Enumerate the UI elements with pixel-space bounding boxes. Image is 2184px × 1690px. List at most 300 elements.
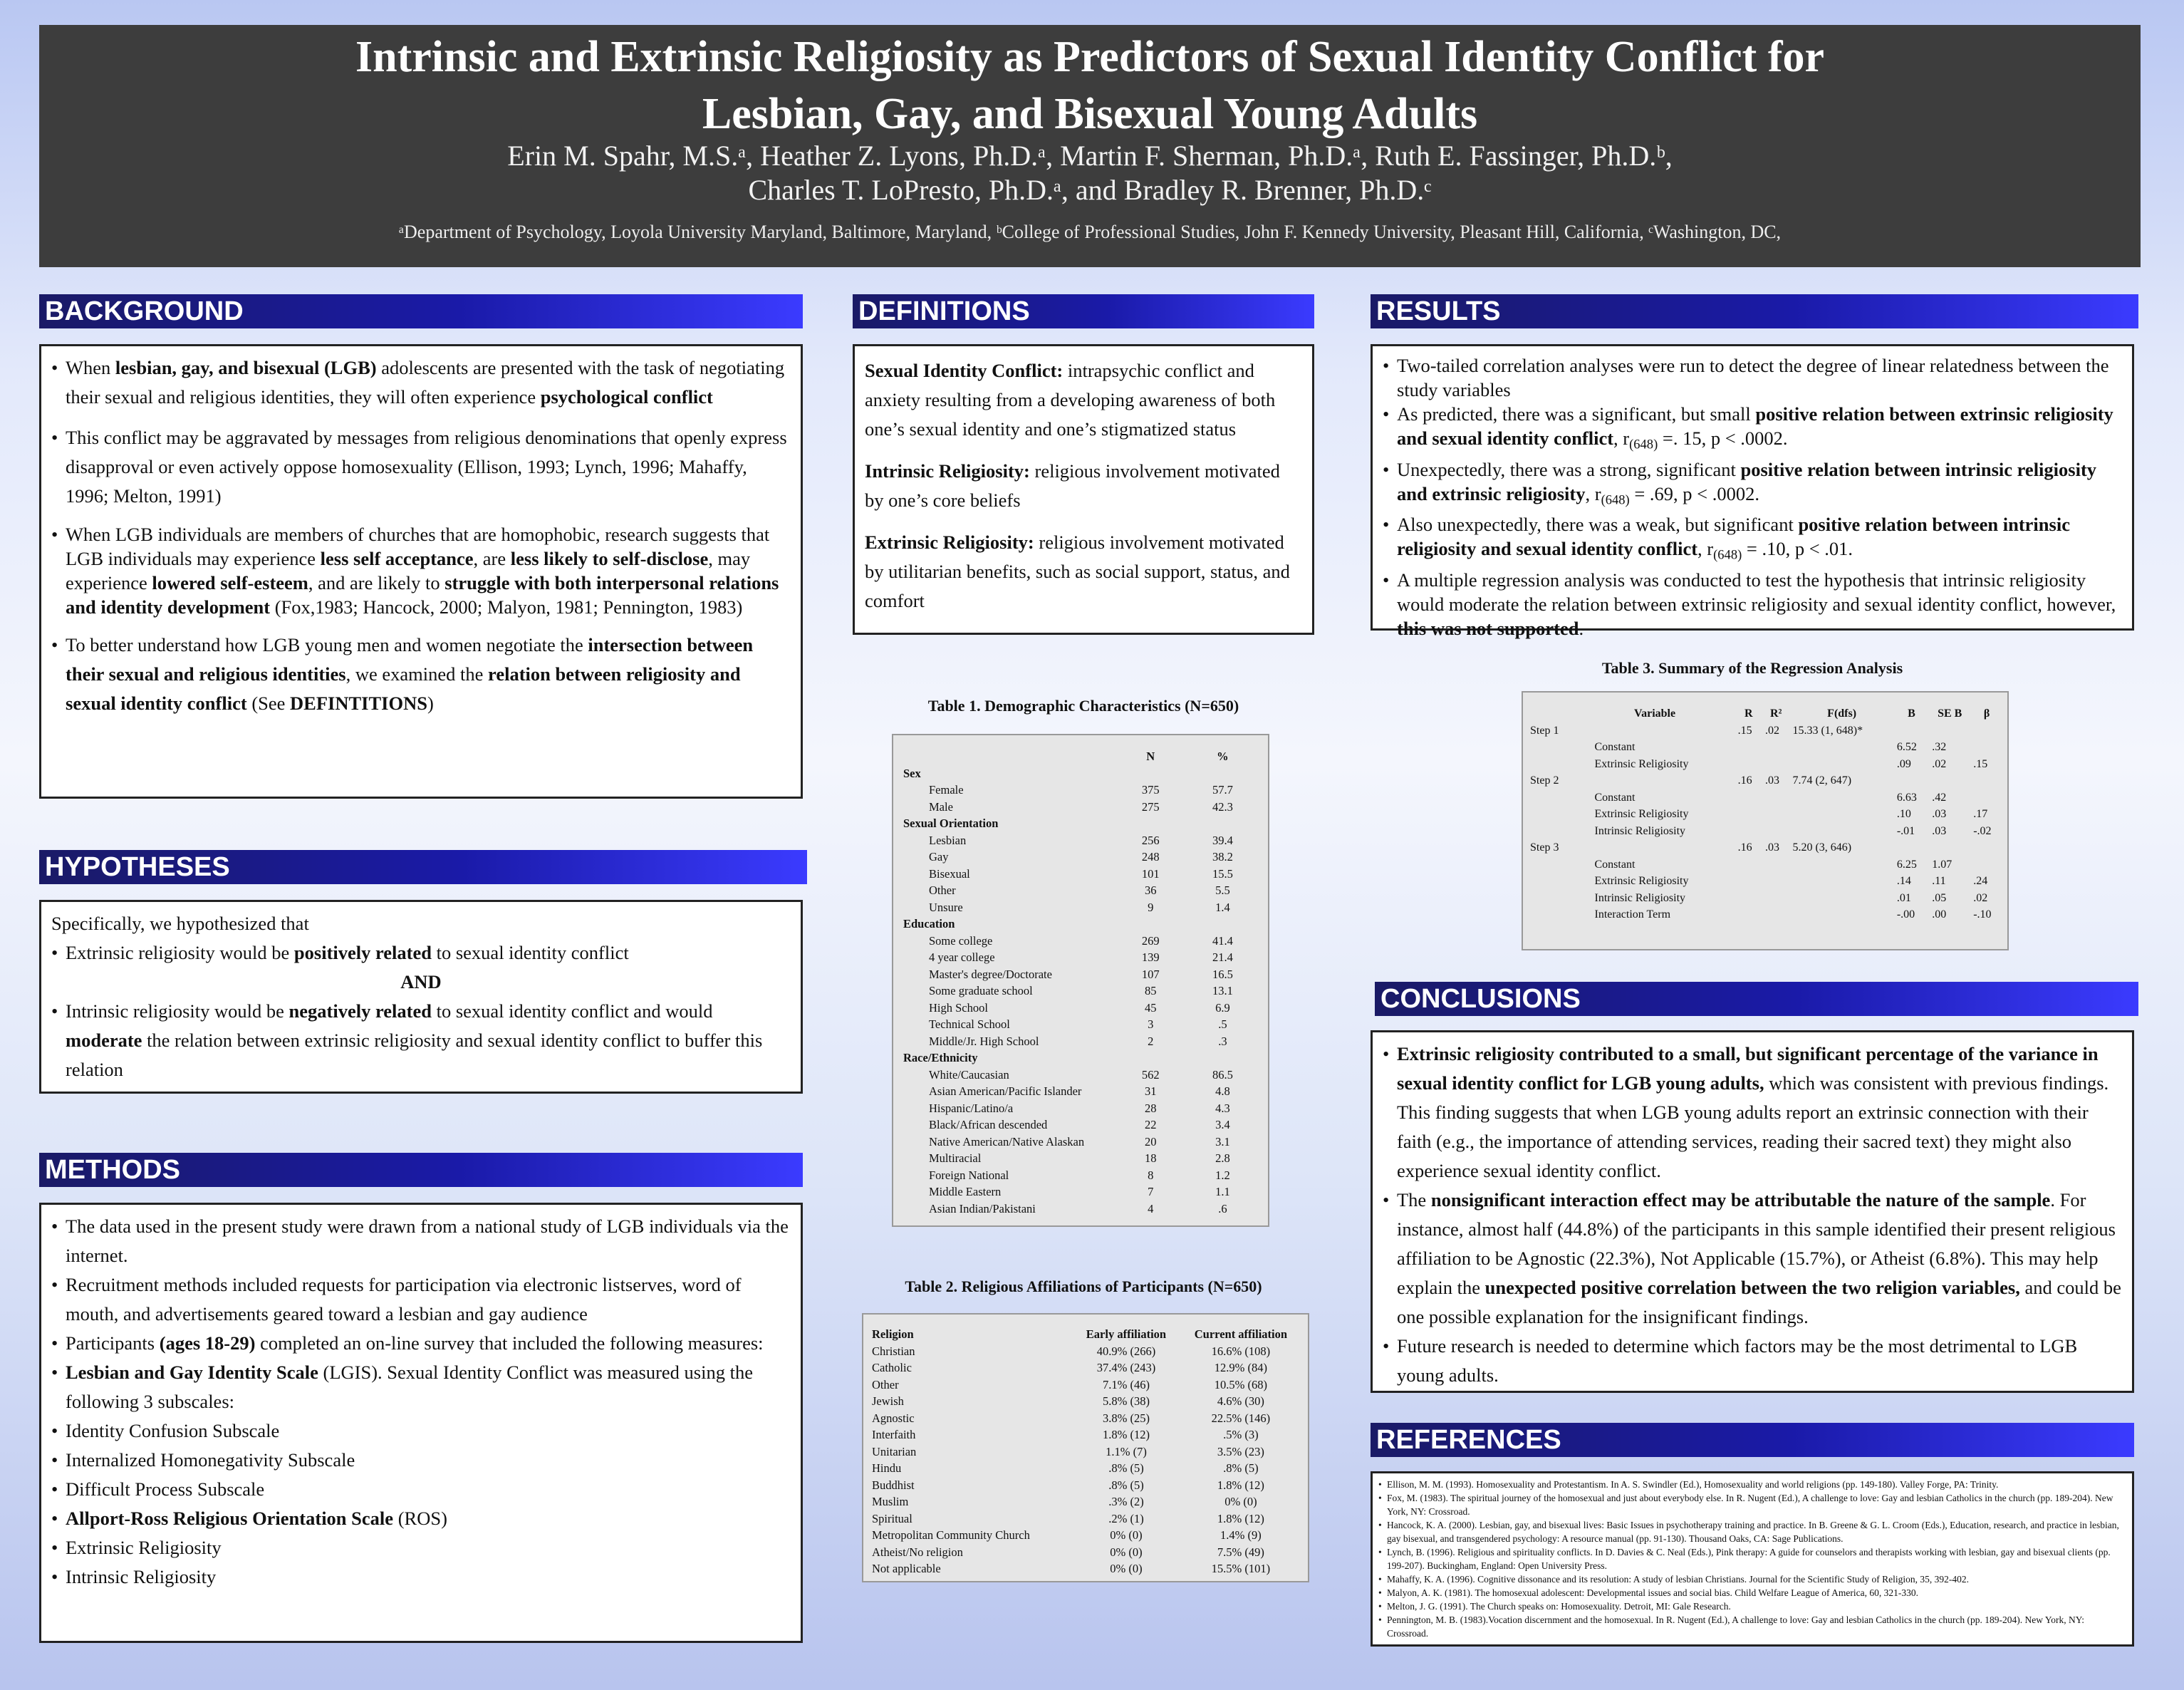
lgis-subscale: • Identity Confusion Subscale	[51, 1416, 791, 1446]
table3-cell	[1762, 789, 1789, 807]
definitions-header: DEFINITIONS	[853, 294, 1314, 328]
table2-cell: .2% (1)	[1108, 1511, 1144, 1525]
table3-cell: Intrinsic Religiosity	[1594, 891, 1686, 904]
table3-row	[1527, 873, 2003, 890]
table3-cell	[1762, 856, 1789, 873]
table1-cell: Master's degree/Doctorate	[929, 967, 1052, 981]
table3-cell: .16	[1737, 841, 1752, 854]
poster-title-line-2: Lesbian, Gay, and Bisexual Young Adults	[702, 90, 1478, 138]
table3-cell: .02	[1973, 891, 1988, 904]
table2-row	[869, 1544, 1302, 1561]
table1-row	[900, 1167, 1261, 1184]
table1-row	[900, 933, 1261, 950]
table3-cell	[1762, 906, 1789, 923]
table1-caption: Table 1. Demographic Characteristics (N=650)	[927, 697, 1239, 715]
table1-cell: White/Caucasian	[929, 1067, 1009, 1082]
table1-cell: Race/Ethnicity	[903, 1051, 978, 1064]
table2-cell: 0% (0)	[1224, 1495, 1257, 1508]
table3-cell	[1970, 772, 2003, 789]
table1-cell: 3.4	[1215, 1118, 1230, 1131]
table1-cell: High School	[929, 1000, 988, 1015]
table3-caption: Table 3. Summary of the Regression Analysis	[1601, 659, 1903, 677]
table1-cell: 8	[1148, 1168, 1154, 1182]
table1-cell: 1.2	[1215, 1168, 1230, 1182]
table3-cell	[1575, 722, 1735, 740]
table1-row	[900, 899, 1261, 916]
table1-cell	[1117, 916, 1185, 933]
definitions-box	[853, 344, 1314, 635]
table1-cell: 57.7	[1212, 783, 1233, 797]
table1-cell: 15.5	[1212, 866, 1233, 881]
table3-cell	[1735, 856, 1762, 873]
table1-cell: 16.5	[1212, 967, 1233, 981]
table1-cell: Asian Indian/Pakistani	[929, 1201, 1036, 1215]
table1-cell	[1117, 1049, 1185, 1067]
table3-cell: 6.63	[1896, 791, 1917, 804]
table2-cell: 3.8% (25)	[1102, 1411, 1150, 1425]
table2-cell: Christian	[872, 1344, 915, 1358]
table3-cell	[1789, 906, 1893, 923]
table2-row	[869, 1410, 1302, 1427]
reference-item: • Pennington, M. B. (1983).Vocation discernment and the homosexual. In R. Nugent (Ed.), A challenge to love: Gay and lesbian Catholics in the church (pp. 189-204). New York, NY: Crossroad.	[1378, 1613, 2126, 1640]
table1-cell: 101	[1141, 866, 1160, 881]
conclusions-bullet: • Future research is needed to determine which factors may be the most detrimental to LGB young adults.	[1383, 1332, 2122, 1390]
table1-cell: 13.1	[1212, 984, 1233, 997]
table2-cell: Hindu	[872, 1461, 902, 1475]
table3-cell: .00	[1932, 908, 1947, 921]
table1-row	[900, 799, 1261, 816]
table2	[862, 1313, 1309, 1582]
table2-cell: Buddhist	[872, 1478, 915, 1492]
table1-cell: 107	[1141, 967, 1160, 981]
table3-header: F(dfs)	[1827, 707, 1857, 720]
table3-cell	[1929, 722, 1970, 740]
table3-cell	[1762, 873, 1789, 890]
table1-cell: 18	[1144, 1151, 1157, 1165]
ros-subscale: • Intrinsic Religiosity	[51, 1562, 791, 1592]
table1-cell: 4	[1148, 1201, 1154, 1215]
background-bullet: • To better understand how LGB young men and women negotiate the intersection between their sexual and religious identities, we examined the relation between religiosity and sexual identity conflict (See DEFINTITIONS)	[51, 631, 791, 718]
table1-row	[900, 916, 1261, 933]
table3-cell: 15.33 (1, 648)*	[1792, 724, 1863, 737]
table1-cell: 256	[1141, 833, 1160, 847]
table2-cell: 5.8% (38)	[1102, 1394, 1150, 1408]
table2-cell: Interfaith	[872, 1428, 916, 1441]
affiliations: ᵃDepartment of Psychology, Loyola University Maryland, Baltimore, Maryland, ᵇCollege of Professional Studies, John F. Kennedy University, Pleasant Hill, California, ᶜWashington, DC,	[398, 222, 1782, 242]
table3-cell	[1735, 873, 1762, 890]
table1-row	[900, 1049, 1261, 1067]
table3-cell	[1894, 722, 1929, 740]
table1-row	[900, 1100, 1261, 1117]
table3-header: SE B	[1938, 707, 1962, 720]
table1-cell: Asian American/Pacific Islander	[929, 1084, 1082, 1098]
poster-title-line-1: Intrinsic and Extrinsic Religiosity as Predictors of Sexual Identity Conflict for	[355, 33, 1824, 81]
references-header: REFERENCES	[1371, 1423, 2134, 1457]
table2-row	[869, 1377, 1302, 1394]
table3-cell: -.01	[1896, 824, 1915, 837]
table1-cell: Multiracial	[929, 1151, 982, 1165]
table1-cell: 86.5	[1212, 1067, 1233, 1082]
table2-cell: Catholic	[872, 1361, 912, 1374]
table1-cell: 9	[1148, 900, 1154, 914]
table3-cell	[1929, 839, 1970, 856]
table1-cell: 41.4	[1212, 933, 1233, 948]
table3-cell	[1762, 756, 1789, 773]
table3-row	[1527, 839, 2003, 856]
table3-cell	[1527, 856, 1575, 873]
methods-bullet: • Participants (ages 18-29) completed an on-line survey that included the following measures:	[51, 1329, 791, 1358]
reference-item: • Lynch, B. (1996). Religious and spirituality conflicts. In D. Davies & C. Neal (Eds.), Pink therapy: A guide for counselors and therapists working with lesbian, gay and bisexual clients (pp. 199-207). Buckingham, England: Open University Press.	[1378, 1545, 2126, 1572]
table1-cell: 3	[1148, 1017, 1154, 1031]
table2-cell: 40.9% (266)	[1096, 1344, 1156, 1358]
table3-cell: Constant	[1594, 858, 1636, 871]
table1-cell: 562	[1141, 1067, 1160, 1082]
table1-cell: Some graduate school	[929, 984, 1033, 997]
table1-cell: 21.4	[1212, 950, 1233, 964]
table2-row	[869, 1493, 1302, 1510]
results-box	[1371, 344, 2134, 639]
references-box	[1371, 1471, 2134, 1647]
table3-header: R	[1744, 707, 1753, 720]
table1-cell: 139	[1141, 950, 1160, 964]
table1-cell: Bisexual	[929, 866, 970, 881]
table1-cell: 31	[1144, 1084, 1157, 1098]
table1-cell: Education	[903, 917, 955, 930]
table3-header: R²	[1770, 707, 1782, 720]
table3-cell	[1970, 739, 2003, 756]
table2-cell: 1.8% (12)	[1217, 1511, 1264, 1525]
table1-row	[900, 1067, 1261, 1084]
table3-cell: -.00	[1896, 908, 1915, 921]
table3-cell: Extrinsic Religiosity	[1594, 757, 1689, 770]
table3-cell	[1789, 739, 1893, 756]
table1-cell: 39.4	[1212, 833, 1233, 847]
definition-sexual-identity-conflict: Sexual Identity Conflict: intrapsychic conflict and anxiety resulting from a developing awareness of both one’s sexual identity and one’s stigmatized status	[865, 360, 1276, 440]
table1-cell: 2.8	[1215, 1151, 1230, 1165]
table1-cell: Some college	[929, 933, 993, 948]
table3-cell: 1.07	[1932, 858, 1952, 871]
table3-cell: .15	[1973, 757, 1988, 770]
table3-cell	[1894, 772, 1929, 789]
table3-cell	[1735, 890, 1762, 907]
methods-measure-ros: • Allport-Ross Religious Orientation Scale (ROS)	[51, 1504, 791, 1533]
table3-cell	[1789, 789, 1893, 807]
table1-row	[900, 949, 1261, 966]
table1-header: N	[1146, 750, 1155, 763]
table3-row	[1527, 823, 2003, 840]
table3-row	[1527, 890, 2003, 907]
table1-cell: Native American/Native Alaskan	[929, 1134, 1085, 1149]
reference-item: • Fox, M. (1983). The spiritual journey of the homosexual and just about everybody else. In R. Nugent (Ed.), A challenge to love: Gay and lesbian Catholics in the church (pp. 189-204). New York, NY: Crossroad.	[1378, 1491, 2126, 1518]
table2-header: Current affiliation	[1194, 1327, 1288, 1341]
table1-cell: Female	[929, 783, 964, 797]
table2-cell: .3% (2)	[1108, 1495, 1144, 1508]
table3-cell: Step 1	[1530, 724, 1559, 737]
hypothesis-2: • Intrinsic religiosity would be negatively related to sexual identity conflict and would moderate the relation between extrinsic religiosity and sexual identity conflict to buffer this relation	[51, 997, 791, 1084]
table2-row	[869, 1393, 1302, 1410]
background-bullet: • When lesbian, gay, and bisexual (LGB) adolescents are presented with the task of negotiating their sexual and religious identities, they will often experience psychological conflict	[51, 353, 791, 412]
definition-extrinsic-religiosity: Extrinsic Religiosity: religious involvement motivated by utilitarian benefits, such as social support, status, and comfort	[865, 532, 1290, 611]
table1-cell: 42.3	[1212, 799, 1233, 814]
table2-cell: 12.9% (84)	[1214, 1361, 1268, 1374]
table3-cell: .03	[1765, 774, 1780, 787]
table3-header	[1527, 705, 1575, 722]
table2-row	[869, 1426, 1302, 1443]
table1-row	[900, 1033, 1261, 1050]
table3-cell	[1527, 789, 1575, 807]
conclusions-bullet: • The nonsignificant interaction effect may be attributable the nature of the sample. For instance, almost half (44.8%) of the participants in this sample identified their present religious affiliation to be Agnostic (22.3%), Not Applicable (15.7%), or Atheist (6.8%). This may help explain the unexpected positive correlation between the two religion variables, and could be one possible explanation for the insignificant findings.	[1383, 1186, 2122, 1332]
table1-cell: 275	[1141, 799, 1160, 814]
table1-cell: Sexual Orientation	[903, 817, 999, 830]
table1-row	[900, 882, 1261, 899]
table2-row	[869, 1359, 1302, 1377]
hypotheses-header: HYPOTHESES	[39, 850, 807, 884]
table2-cell: 0% (0)	[1110, 1545, 1143, 1559]
table3-cell	[1575, 772, 1735, 789]
table2-cell: Other	[872, 1377, 899, 1391]
table1-row	[900, 832, 1261, 849]
table1-row	[900, 966, 1261, 983]
table1-header: %	[1217, 750, 1229, 763]
table1-row	[900, 849, 1261, 866]
reference-item: • Malyon, A. K. (1981). The homosexual adolescent: Developmental issues and social bias. Child Welfare League of America, 60, 321-330.	[1378, 1586, 2126, 1600]
table1-cell: 1.4	[1215, 900, 1230, 914]
table1-cell: Middle/Jr. High School	[929, 1034, 1039, 1048]
table2-cell: Not applicable	[872, 1562, 941, 1575]
table2-cell: Agnostic	[872, 1411, 915, 1425]
table2-cell: 1.8% (12)	[1217, 1478, 1264, 1492]
reference-item: • Melton, J. G. (1991). The Church speaks on: Homosexuality. Detroit, MI: Gale Research.	[1378, 1600, 2126, 1613]
table1-cell	[1185, 815, 1261, 832]
table1-row	[900, 815, 1261, 832]
table1-cell: 85	[1144, 984, 1157, 997]
table1-header	[900, 748, 1117, 765]
table1-cell: .6	[1218, 1201, 1227, 1215]
table3-row	[1527, 756, 2003, 773]
table3-cell: .32	[1932, 741, 1947, 753]
table3-cell	[1789, 756, 1893, 773]
background-header: BACKGROUND	[39, 294, 803, 328]
table3-cell	[1527, 756, 1575, 773]
table1-cell: 45	[1144, 1000, 1157, 1015]
table2-cell: .8% (5)	[1108, 1461, 1144, 1475]
table2-row	[869, 1460, 1302, 1477]
table3-cell	[1970, 789, 2003, 807]
table3-cell: .15	[1737, 724, 1752, 737]
table3-row	[1527, 856, 2003, 873]
table1-row	[900, 1116, 1261, 1134]
hypotheses-intro: Specifically, we hypothesized that	[51, 913, 309, 934]
table1-row	[900, 983, 1261, 1000]
table1-row	[900, 782, 1261, 799]
table3-cell: .09	[1896, 757, 1911, 770]
table3-row	[1527, 906, 2003, 923]
hypotheses-box	[39, 900, 803, 1094]
table2-cell: .5% (3)	[1223, 1428, 1259, 1441]
table3-cell: .02	[1765, 724, 1780, 737]
table2-cell: 4.6% (30)	[1217, 1394, 1264, 1408]
results-bullet: • Two-tailed correlation analyses were run to detect the degree of linear relatedness between the study variables	[1383, 353, 2122, 402]
table1-cell: Male	[929, 799, 953, 814]
reference-item: • Hancock, K. A. (2000). Lesbian, gay, and bisexual lives: Basic Issues in psychotherapy training and practice. In B. Greene & G. L. Croom (Eds.), Education, research, and practice in lesbian, gay bisexual, and transgendered psychology: A resource manual (pp. 91-130). Thousand Oaks, CA: Sage Publications.	[1378, 1518, 2126, 1545]
table2-cell: Atheist/No religion	[872, 1545, 963, 1559]
table1-cell: Gay	[929, 850, 949, 864]
authors-line-2: Charles T. LoPresto, Ph.D.ᵃ, and Bradley R. Brenner, Ph.D.ᶜ	[748, 174, 1432, 206]
table2-cell: 0% (0)	[1110, 1528, 1143, 1542]
conclusions-box	[1371, 1030, 2134, 1393]
table2-cell: Muslim	[872, 1495, 909, 1508]
table3-cell	[1970, 839, 2003, 856]
background-box	[39, 344, 803, 799]
table3-cell: Extrinsic Religiosity	[1594, 875, 1689, 887]
table1-cell: 7	[1148, 1185, 1154, 1198]
table3-cell: .42	[1932, 791, 1947, 804]
table1-cell: Black/African descended	[929, 1118, 1048, 1131]
table1-cell: Hispanic/Latino/a	[929, 1101, 1014, 1115]
table1-cell: Sex	[903, 766, 921, 780]
table3-cell: .05	[1932, 891, 1947, 904]
table2-grid	[869, 1326, 1302, 1577]
table1-row	[900, 765, 1261, 782]
lgis-subscale: • Internalized Homonegativity Subscale	[51, 1446, 791, 1475]
table1-cell: 4 year college	[929, 950, 995, 964]
table1-row	[900, 1150, 1261, 1167]
table1-row	[900, 1083, 1261, 1100]
table2-cell: 7.1% (46)	[1102, 1377, 1150, 1391]
table1-cell: 375	[1141, 783, 1160, 797]
results-header: RESULTS	[1371, 294, 2138, 328]
reference-item: • Mahaffy, K. A. (1996). Cognitive dissonance and its resolution: A study of lesbian Christians. Journal for the Scientific Study of Religion, 35, 392-402.	[1378, 1572, 2126, 1586]
table3-cell: -.02	[1973, 824, 1992, 837]
table3-cell: Step 3	[1530, 841, 1559, 854]
table2-cell: Spiritual	[872, 1511, 912, 1525]
results-bullet: • Unexpectedly, there was a strong, significant positive relation between intrinsic religiosity and extrinsic religiosity, $r_{(648)} = .69$, p < .0002.	[1383, 457, 2122, 513]
table3-cell: .16	[1737, 774, 1752, 787]
table2-cell: 16.6% (108)	[1211, 1344, 1271, 1358]
lgis-subscale: • Difficult Process Subscale	[51, 1475, 791, 1504]
table2-cell: 0% (0)	[1110, 1562, 1143, 1575]
table3-header: B	[1908, 707, 1915, 720]
table1-cell: Other	[929, 883, 956, 897]
table3	[1522, 691, 2009, 950]
table2-header: Religion	[872, 1327, 914, 1341]
table3-cell	[1735, 823, 1762, 840]
table3-cell	[1970, 856, 2003, 873]
table1-cell: Middle Eastern	[929, 1185, 1002, 1198]
table3-cell: .10	[1896, 808, 1911, 820]
table3-cell: .02	[1932, 757, 1947, 770]
table1-cell: 38.2	[1212, 850, 1233, 864]
table1-cell: 6.9	[1215, 1000, 1230, 1015]
table3-cell	[1735, 789, 1762, 807]
table3-cell: Extrinsic Religiosity	[1594, 808, 1689, 820]
table2-row	[869, 1527, 1302, 1544]
table3-cell: Intrinsic Religiosity	[1594, 824, 1686, 837]
table2-cell: Jewish	[872, 1394, 904, 1408]
table3-cell: .01	[1896, 891, 1911, 904]
table3-cell: .14	[1896, 875, 1911, 887]
table1	[892, 734, 1269, 1227]
table1-cell	[1117, 765, 1185, 782]
table2-cell: 22.5% (146)	[1211, 1411, 1271, 1425]
table3-cell	[1789, 856, 1893, 873]
table1-cell: 3.1	[1215, 1134, 1230, 1149]
table2-cell: 3.5% (23)	[1217, 1444, 1264, 1458]
authors-line-1: Erin M. Spahr, M.S.ᵃ, Heather Z. Lyons, Ph.D.ᵃ, Martin F. Sherman, Ph.D.ᵃ, Ruth E. Fassinger, Ph.D.ᵇ,	[507, 140, 1673, 172]
table3-cell: 6.25	[1896, 858, 1917, 871]
table1-row	[900, 1000, 1261, 1017]
table1-cell: 36	[1144, 883, 1157, 897]
methods-bullet: • The data used in the present study were drawn from a national study of LGB individuals via the internet.	[51, 1212, 791, 1270]
ros-subscale: • Extrinsic Religiosity	[51, 1533, 791, 1562]
table2-row	[869, 1443, 1302, 1461]
methods-measure-lgis: • Lesbian and Gay Identity Scale (LGIS). Sexual Identity Conflict was measured using the following 3 subscales:	[51, 1358, 791, 1416]
table1-cell	[1185, 1049, 1261, 1067]
table1-cell: 5.5	[1215, 883, 1230, 897]
table3-cell	[1929, 772, 1970, 789]
table3-cell: -.10	[1973, 908, 1992, 921]
table3-cell	[1527, 806, 1575, 823]
table3-cell	[1527, 906, 1575, 923]
table3-cell: .24	[1973, 875, 1988, 887]
table3-cell: 6.52	[1896, 741, 1917, 753]
table3-header: β	[1983, 707, 1990, 720]
table1-grid	[900, 748, 1261, 1217]
table3-cell: Step 2	[1530, 774, 1559, 787]
table2-cell: Metropolitan Community Church	[872, 1528, 1030, 1542]
table3-cell	[1735, 906, 1762, 923]
definition-intrinsic-religiosity: Intrinsic Religiosity: religious involvement motivated by one’s core beliefs	[865, 460, 1280, 511]
methods-header: METHODS	[39, 1153, 803, 1187]
table1-cell: 20	[1144, 1134, 1157, 1149]
table3-cell: Constant	[1594, 741, 1636, 753]
table2-row	[869, 1343, 1302, 1360]
background-bullet: • When LGB individuals are members of churches that are homophobic, research suggests that LGB individuals may experience less self acceptance, are less likely to self-disclose, may experience lowered self-esteem, and are likely to struggle with both interpersonal relations and identity development (Fox,1983; Hancock, 2000; Malyon, 1981; Pennington, 1983)	[51, 522, 791, 619]
table1-cell	[1185, 916, 1261, 933]
table1-row	[900, 1016, 1261, 1033]
table2-cell: 7.5% (49)	[1217, 1545, 1264, 1559]
table2-caption: Table 2. Religious Affiliations of Participants (N=650)	[905, 1277, 1262, 1295]
results-bullet: • Also unexpectedly, there was a weak, but significant positive relation between intrinsic religiosity and sexual identity conflict, $r_{(648)} = .10$, p < .01.	[1383, 512, 2122, 568]
table1-cell: 1.1	[1215, 1185, 1230, 1198]
table1-cell: 4.8	[1215, 1084, 1230, 1098]
table1-cell	[1117, 815, 1185, 832]
table1-cell: Unsure	[929, 900, 963, 914]
title-banner	[39, 25, 2141, 267]
table3-cell	[1735, 756, 1762, 773]
results-bullet: • As predicted, there was a significant, but small positive relation between extrinsic religiosity and sexual identity conflict, $r_{(648)}$ =. 15, p < .0002.	[1383, 402, 2122, 457]
table2-cell: .8% (5)	[1108, 1478, 1144, 1492]
table3-cell: .17	[1973, 808, 1988, 820]
table2-cell: .8% (5)	[1223, 1461, 1259, 1475]
table2-row	[869, 1560, 1302, 1577]
table3-cell	[1762, 806, 1789, 823]
table1-row	[900, 1201, 1261, 1218]
table3-cell	[1527, 823, 1575, 840]
table2-cell: 10.5% (68)	[1214, 1377, 1268, 1391]
results-bullet: • A multiple regression analysis was conducted to test the hypothesis that intrinsic religiosity would moderate the relation between extrinsic religiosity and sexual identity conflict, however, this was not supported.	[1383, 568, 2122, 641]
table3-cell	[1735, 739, 1762, 756]
methods-box	[39, 1203, 803, 1643]
table1-cell: Technical School	[929, 1017, 1010, 1031]
conclusions-header: CONCLUSIONS	[1375, 982, 2138, 1016]
table2-cell: 1.1% (7)	[1106, 1444, 1147, 1458]
table2-header: Early affiliation	[1086, 1327, 1167, 1341]
table2-row	[869, 1477, 1302, 1494]
conclusions-bullet: • Extrinsic religiosity contributed to a small, but significant percentage of the variance in sexual identity conflict for LGB young adults, which was consistent with previous findings. This finding suggests that when LGB young adults report an extrinsic connection with their faith (e.g., the importance of attending services, reading their sacred text) they might also experience sexual identity conflict.	[1383, 1040, 2122, 1186]
table3-cell	[1789, 806, 1893, 823]
table3-cell: .11	[1932, 875, 1946, 887]
